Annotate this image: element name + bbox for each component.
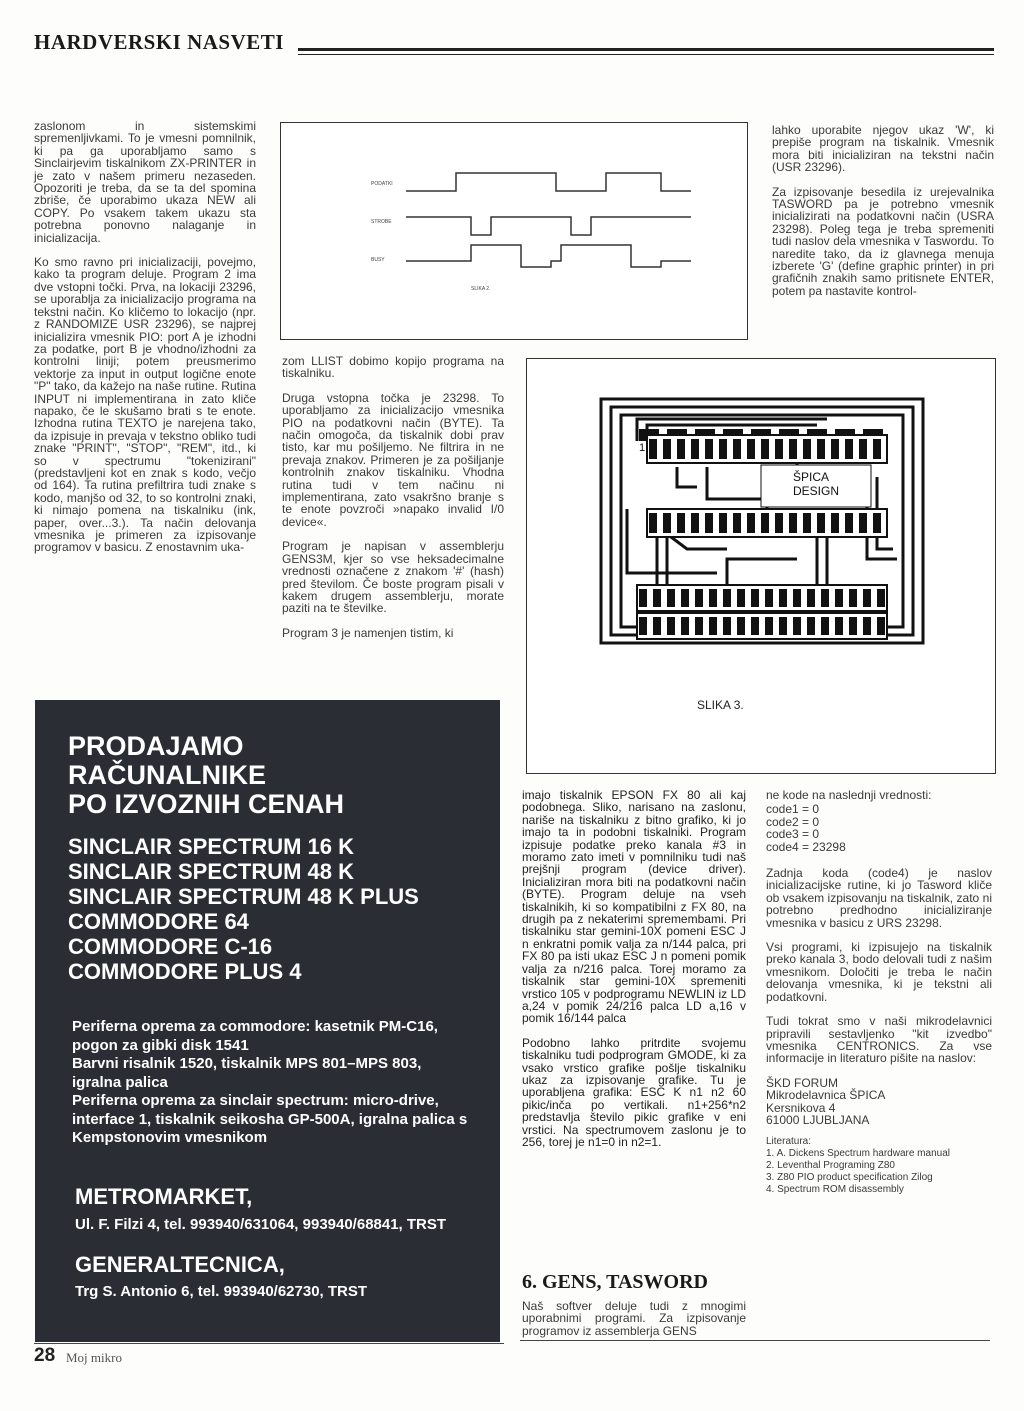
shop-1-address: Ul. F. Filzi 4, tel. 993940/631064, 993940/68841, TRST [75, 1216, 447, 1233]
figure-caption: SLIKA 2. [471, 286, 491, 292]
column-4 [522, 789, 746, 1160]
address-line: 61000 LJUBLJANA [766, 1112, 870, 1127]
product-item: SINCLAIR SPECTRUM 16 K [68, 834, 355, 859]
ad-products [68, 834, 419, 984]
paragraph: Ko smo ravno pri inicializaciji, povejmo, kako ta program deluje. Program 2 ima dve vstopni točki. Prva, na lokaciji 23296, se uporablja za inicializacijo programa na tekstni način. Ko kličemo to lokacijo (npr. z RANDOMIZE USR 23296), se najprej inicializira vmesnik PIO: port A je izhodni za podatke, port B je vhodno/izhodni za kontrolni liniji; potem preusmerimo vektorje za input in output logične enote "P" tako, da kažejo na naše rutine. Rutina INPUT ni implementirana in zato kliče napako, če le skušamo brati s te enote. Izhodna rutina TEXTO je narejena tako, da izpisuje in prevaja v tekstno obliko tudi znake "PRINT", "STOP", "REM", itd., ki so v spectrumu "tokenizirani" (predstavljeni kot en znak s kodo, večjo od 164). Ta rutina prefiltrira tudi znake s kodo, manjšo od 32, to so kontrolni znaki, ki nimajo pomena na tiskalniku (ink, paper, over...3.). Ta način delovanja vmesnika je primeren za izpisovanje programov v basicu. Z enostavnim uka- [34, 255, 256, 555]
paragraph: zaslonom in sistemskimi spremenljivkami. To je vmesni pomnilnik, ki pa ga uporabljamo samo s Sinclairjevim tiskalnikom ZX-PRINTER in je zato v našem primeru nezaseden. Opozoriti je treba, da se ta del spomina zbriše, če uporabimo ukaza NEW ali COPY. Po vsakem takem ukazu sta potrebna ponovno nalaganje in inicializacija. [34, 119, 256, 245]
paragraph: Podobno lahko pritrdite svojemu tiskalniku tudi podprogram GMODE, ki za vsako vrstico grafike pošlje tiskalniku ukaz za izpisovanje grafike. Tu je uporabljena grafika: ESC K n1 n2 60 pikic/inča po vertikali. n1+256*n2 predstavlja število pikic grafike v eni vrstici. Na spectrumovem zaslonu je to 256, torej je n1=0 in n2=1. [522, 1035, 746, 1149]
paragraph: Zadnja koda (code4) je naslov inicializacijske rutine, ki jo Tasword kliče ob vsakem izpisovanju na tiskalnik, zato ni potrebno predhodno inicializiranje vmesnika v basicu z URS 23298. [766, 866, 992, 930]
code-line: code1 = 0 [766, 802, 820, 817]
literature-item: 3. Z80 PIO product specification Zilog [766, 1172, 933, 1184]
literature-item: 4. Spectrum ROM disassembly [766, 1184, 904, 1196]
paragraph: Program je napisan v assemblerju GENS3M, kjer so vse heksadecimalne vrednosti označene z znakom '#' (hash) pred številom. Če boste program pisali v kakem drugem assemblerju, morate paziti na te številke. [282, 539, 504, 616]
product-item: SINCLAIR SPECTRUM 48 K PLUS [68, 884, 419, 909]
code-line: code3 = 0 [766, 827, 820, 842]
headline-line: PO IZVOZNIH CENAH [68, 789, 345, 819]
code-line: code2 = 0 [766, 814, 820, 829]
contact-address [766, 1077, 992, 1127]
footer-rule-left [34, 1343, 504, 1344]
shop-1-name: METROMARKET, [75, 1184, 253, 1209]
paragraph: Vsi programi, ki izpisujejo na tiskalnik preko kanala 3, bodo delovali tudi z našim vmesnikom. Določiti je treba le način delovanja vmesnika, ki je tekstni ali podatkovni. [766, 940, 992, 1004]
paragraph: Za izpisovanje besedila iz urejevalnika TASWORD pa je potrebno vmesnik inicializirati na podatkovni način (USRA 23298). Poleg tega je treba spremeniti tudi naslov dela vmesnika v Taswordu. To naredite tako, da iz glavnega menuja izberete 'G' (define graphic printer) in pri grafičnih znakih samo pritisnete ENTER, potem pa nastavite kontrol- [772, 184, 994, 298]
paragraph: lahko uporabite njegov ukaz 'W', ki prepiše program na tiskalnik. Vmesnik mora biti inicializiran na tekstni način (USR 23296). [772, 123, 994, 175]
literature-list [766, 1136, 992, 1196]
advertisement [35, 700, 500, 1342]
timing-diagram [281, 123, 747, 339]
paragraph: Program 3 je namenjen tistim, ki [282, 625, 454, 640]
product-item: COMMODORE 64 [68, 909, 249, 934]
strobe-signal-line [406, 217, 691, 235]
ad-headline [68, 732, 344, 819]
column-5 [766, 789, 992, 1196]
section-intro [522, 1300, 746, 1349]
logo-line-1: ŠPICA [793, 470, 830, 484]
product-item: COMMODORE C-16 [68, 934, 273, 959]
headline-line: RAČUNALNIKE [68, 760, 266, 790]
code-line: code4 = 23298 [766, 839, 846, 854]
column-2 [282, 355, 504, 651]
paragraph: Naš softver deluje tudi z mnogimi uporabnimi programi. Za izpisovanje programov iz assemblerja GENS [522, 1299, 746, 1338]
pcb-layout [527, 359, 995, 773]
address-line: Kersnikova 4 [766, 1100, 836, 1115]
shop-2-address: Trg S. Antonio 6, tel. 993940/62730, TRST [75, 1283, 368, 1300]
peripheral-line: Barvni risalnik 1520, tiskalnik MPS 801–MPS 803, igralna palica [72, 1055, 422, 1091]
figure-caption: SLIKA 3. [697, 698, 744, 712]
paragraph: Druga vstopna točka je 23298. To uporabljamo za inicializacijo vmesnika PIO na podatkovni način (BYTE). Ta način omogoča, da tiskalnik dobi prav tisto, kar mu pošiljemo. Ne filtrira in ne prevaja znakov. Primeren je za pošiljanje kontrolnih znakov tiskalniku. Vhodna rutina tudi v tem načinu ni implementirana, zato vsakršno branje s te enote povzroči »napako invalid I/0 device«. [282, 390, 504, 529]
page-number: 28 [34, 1345, 56, 1366]
headline-line: PRODAJAMO [68, 731, 244, 761]
data-signal-line [406, 173, 691, 191]
paragraph: Tudi tokrat smo v naši mikrodelavnici pripravili sestavljenko "kit izvedbo" vmesnika CENTRONICS. Za vse informacije in literaturo pišite na naslov: [766, 1014, 992, 1066]
strobe-label: STROBE [371, 219, 392, 225]
pin-one-label: 1 [639, 442, 646, 454]
logo-line-2: DESIGN [793, 484, 840, 498]
product-item: COMMODORE PLUS 4 [68, 959, 302, 984]
section-title: 6. GENS, TASWORD [522, 1271, 708, 1293]
busy-signal-line [406, 245, 691, 267]
paragraph: ne kode na naslednji vrednosti: [766, 788, 932, 802]
literature-item: 1. A. Dickens Spectrum hardware manual [766, 1148, 950, 1160]
pcb-layout-figure [526, 358, 996, 774]
column-1 [34, 120, 256, 566]
address-line: ŠKD FORUM [766, 1075, 838, 1090]
footer-rule-right [520, 1340, 990, 1341]
literature-title: Literatura: [766, 1136, 812, 1148]
product-item: SINCLAIR SPECTRUM 48 K [68, 859, 355, 884]
peripheral-line: Periferna oprema za sinclair spectrum: micro-drive, interface 1, tiskalnik seikosha GP-500A, igralna palica s Kempstonovim vmesnikom [72, 1092, 468, 1146]
data-label: PODATKI [371, 181, 393, 187]
busy-label: BUSY [371, 257, 385, 263]
magazine-name: Moj mikro [66, 1350, 122, 1365]
code-list [766, 803, 992, 853]
section-header: HARDVERSKI NASVETI [34, 30, 284, 54]
header-rule-thin [298, 54, 994, 55]
paragraph: imajo tiskalnik EPSON FX 80 ali kaj podobnega. Sliko, narisano na zaslonu, nariše na tiskalniku z bitno grafiko, ki jo imajo ta in podobni tiskalniki. Program izpisuje podatke preko kanala #3 in moramo zato imeti v pomnilniku tudi naš prejšnji program (device driver). Inicializiran mora biti na podatkovni način (BYTE). Program deluje na vseh tiskalnikih, ki so kompatibilni z FX 80, na drugih pa z nekaterimi spremembami. Pri tiskalniku star gemini-10X pomeni ESC J n enkratni pomik valja za n/144 palca, pri FX 80 pa isti ukaz ESC J n pomeni pomik valja za n/216 palca. Torej moramo za tiskalnik star gemini-10X spremeniti vrstico 105 v podprogramu NEWLIN iz LD a,24 v pomik 24/216 palca LD a,16 v pomik 16/144 palca [522, 788, 746, 1026]
paragraph: zom LLIST dobimo kopijo programa na tiskalniku. [282, 354, 504, 381]
column-3 [772, 124, 994, 309]
peripheral-line: Periferna oprema za commodore: kasetnik PM-C16, pogon za gibki disk 1541 [72, 1018, 438, 1054]
header-rule [298, 48, 994, 51]
address-line: Mikrodelavnica ŠPICA [766, 1088, 886, 1103]
literature-item: 2. Leventhal Programing Z80 [766, 1160, 895, 1172]
shop-2-name: GENERALTECNICA, [75, 1252, 285, 1277]
timing-diagram-figure [280, 122, 748, 340]
ad-peripherals [72, 1018, 474, 1148]
